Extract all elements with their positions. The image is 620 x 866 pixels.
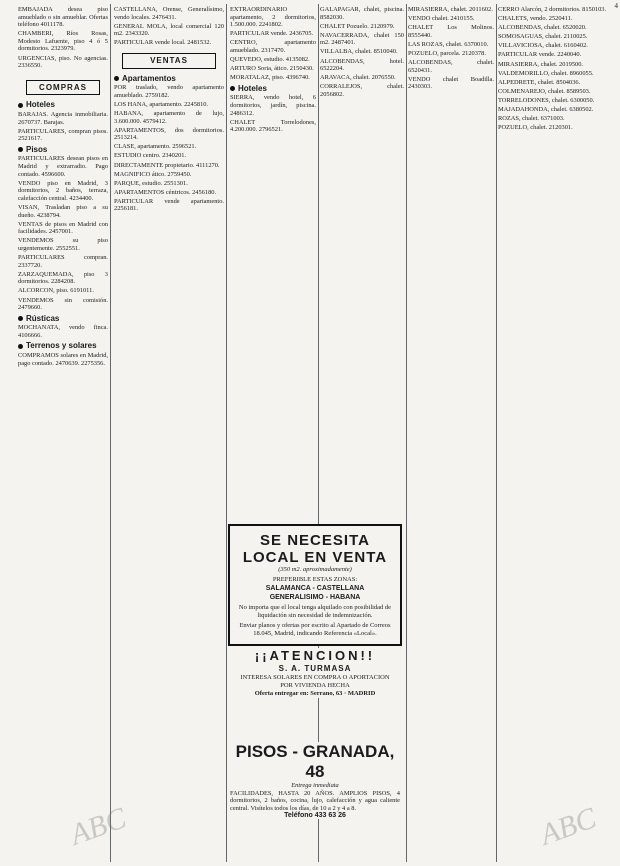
classified-ad: BARAJAS. Agencia inmobiliaria. 2670737. Barajas. <box>18 110 108 126</box>
classified-ad: ARAVACA, chalet. 2076550. <box>320 74 396 82</box>
classified-ad: EXTRAORDINARIO apartamento, 2 dormitorios, 1.500.000. 2241802. <box>230 6 316 29</box>
section-header-ventas: VENTAS <box>122 53 216 69</box>
bullet-icon <box>18 103 23 108</box>
classified-ad: POZUELO, chalet. 2120301. <box>498 124 573 132</box>
ad-company: S. A. TURMASA <box>278 664 352 673</box>
classified-ad: COMPRAMOS solares en Madrid, pago contado. 2470639. 2275356. <box>18 352 108 367</box>
classified-ad: ESTUDIO centro. 2340201. <box>114 152 187 160</box>
watermark-logo: ABC <box>65 801 131 852</box>
classified-ad: ALCORCON, piso. 6191011. <box>18 287 94 295</box>
classified-ad: POZUELO, parcela. 2120378. <box>408 49 486 57</box>
classified-ad: MOCHANATA, vendo finca. 4106666. <box>18 324 108 339</box>
classified-ad: QUEVEDO, estudio. 4135082. <box>230 56 310 64</box>
section-header-compras: COMPRAS <box>26 80 100 96</box>
classified-column-5 <box>408 6 494 862</box>
classified-ad: VILLALBA, chalet. 8510040. <box>320 48 398 56</box>
subsection-apartamentos: Apartamentos <box>114 75 224 83</box>
ad-title: ¡¡ATENCION!! <box>254 648 376 663</box>
classified-ad: ALCOBENDAS, chalet. 6520020. <box>498 24 587 32</box>
classified-ad: PARTICULARES desean pisos en Madrid y extrarradio. Pago contado. 4596600. <box>18 155 108 178</box>
ad-zone: SALAMANCA - CASTELLANA <box>265 585 365 592</box>
ad-sub: Entrega inmediata <box>291 782 339 789</box>
classified-ad: DIRECTAMENTE propietario. 4111270. <box>114 161 220 169</box>
subsection-pisos: Pisos <box>18 146 108 154</box>
subsection-rusticas: Rústicas <box>18 315 108 323</box>
classified-ad: CHALET Los Molinos. 8555440. <box>408 24 494 39</box>
page-marker: 4 <box>614 2 618 10</box>
bullet-icon <box>18 316 23 321</box>
column-rule <box>496 4 497 862</box>
classified-ad: VALDEMORILLO, chalet. 8960055. <box>498 69 594 77</box>
column-rule <box>406 4 407 862</box>
classified-ad: CENTRO, apartamento amueblado. 2317470. <box>230 39 316 54</box>
classified-ad: PARTICULARES compran. 2337720. <box>18 254 108 269</box>
classified-ad: CORRALEJOS, chalet. 2056802. <box>320 83 404 98</box>
classified-ad: GENERAL MOLA, local comercial 120 m2. 2343320. <box>114 22 224 38</box>
classified-ad: CASTELLANA, Orense, Generalísimo, vendo locales. 2476431. <box>114 6 224 21</box>
classified-ad: PARQUE, estudio. 2551301. <box>114 179 188 187</box>
classified-ad: CHAMBERI, Ríos Rosas, Modesto Lafuente, piso 4 ó 5 dormitorios. 2323979. <box>18 30 108 53</box>
ad-area: (350 m2. aproximadamente) <box>278 566 352 573</box>
classified-ad: TORRELODONES, chalet. 6300050. <box>498 96 595 104</box>
classified-ad: VENDEMOS su piso urgentemente. 2552551. <box>18 237 108 252</box>
classified-ad: LAS ROZAS, chalet. 6370010. <box>408 40 489 48</box>
bullet-icon <box>18 147 23 152</box>
column-rule <box>226 4 227 862</box>
bullet-icon <box>114 76 119 81</box>
subsection-terrenos: Terrenos y solares <box>18 342 108 350</box>
classified-ad: ALPEDRETE, chalet. 8504036. <box>498 78 581 86</box>
classified-column-4 <box>320 6 404 518</box>
classified-ad: ROZAS, chalet. 6371003. <box>498 115 565 123</box>
classified-ad: VENDEMOS sin comisión. 2479660. <box>18 296 108 312</box>
ad-zone: GENERALISIMO - HABANA <box>269 594 361 601</box>
classified-ad: PARTICULAR vende. 2436705. <box>230 30 314 38</box>
ad-line: POR VIVIENDA HECHA <box>280 682 350 689</box>
ad-phone: Teléfono 433 63 26 <box>284 812 346 819</box>
classified-ad: ZARZAQUEMADA, piso 3 dormitorios. 2284208. <box>18 270 108 286</box>
classified-ad: GALAPAGAR, chalet, piscina. 8582030. <box>320 6 404 21</box>
ad-preference: PREFERIBLE ESTAS ZONAS: <box>272 576 358 583</box>
classified-ad: APARTAMENTOS céntricos. 2456180. <box>114 188 217 196</box>
ad-headline: SE NECESITA <box>260 532 370 549</box>
classified-ad: VENDO chalet. 2410155. <box>408 15 475 23</box>
classified-column-3 <box>230 6 316 518</box>
classified-ad: POR traslado, vendo apartamento amueblado. 2759182. <box>114 84 224 99</box>
classified-column-6 <box>498 6 614 862</box>
ad-title: PISOS - GRANADA, 48 <box>235 742 395 781</box>
display-ad-turmasa <box>228 648 402 698</box>
watermark-logo: ABC <box>535 801 601 852</box>
display-ad-local <box>228 524 402 646</box>
ad-line: Oferta entregar en: Serrano, 63 · MADRID <box>254 690 376 697</box>
classified-ad: CERRO Alarcón, 2 dormitorios. 8150103. <box>498 6 607 13</box>
classified-ad: COLMENAREJO, chalet. 8589503. <box>498 87 591 95</box>
classified-ad: PARTICULAR vende. 2240040. <box>498 51 582 59</box>
classified-ad: VENDO chalet Boadilla. 2430303. <box>408 75 494 91</box>
ad-headline: LOCAL EN VENTA <box>242 549 388 566</box>
classified-ad: ALCOBENDAS, hotel. 6522204. <box>320 57 404 73</box>
column-rule <box>110 4 111 862</box>
classified-ad: VENDO piso en Madrid, 3 dormitorios, 2 baños, terraza, calefacción central. 4234400. <box>18 179 108 202</box>
bullet-icon <box>18 344 23 349</box>
ad-body: FACILIDADES, HASTA 20 AÑOS. AMPLIOS PISOS, 4 dormitorios, 2 baños, cocina, lujo, calefacción y agua caliente central. Visítelos todos los días, de 10 a 2 y 4 a 8. <box>230 789 400 812</box>
classified-ad: HABANA, apartamento de lujo, 3.600.000. 4579412. <box>114 109 224 125</box>
classified-ad: CLASE, apartamento. 2596521. <box>114 143 197 151</box>
display-ad-pisos <box>228 742 402 819</box>
classified-ad: CHALET Pozuelo. 2120979. <box>320 22 395 30</box>
classified-ad: VILLAVICIOSA, chalet. 6160402. <box>498 42 588 50</box>
classified-ad: EMBAJADA desea piso amueblado o sin amueblar. Ofertas teléfono 4011178. <box>18 6 108 29</box>
ad-note: No importa que el local tenga alquilado con posibilidad de liquidación sin necesidad de indemnización. <box>238 604 392 619</box>
bullet-icon <box>230 86 235 91</box>
classified-ad: ALCOBENDAS, chalet. 6520431. <box>408 59 494 74</box>
classified-ad: MIRASIERRA, chalet. 2011602. <box>408 6 493 13</box>
ad-contact: Enviar planos y ofertas por escrito al Apartado de Correos 18.045, Madrid, indicando Referencia «Local». <box>239 622 391 637</box>
column-rule <box>318 4 319 862</box>
classified-ad: ARTURO Soria, ático. 2150430. <box>230 65 314 73</box>
classified-ad: MAJADAHONDA, chalet. 6380502. <box>498 106 594 114</box>
classified-ad: NAVACERRADA, chalet 150 m2. 2487401. <box>320 31 404 47</box>
classified-ad: CHALETS, vendo. 2520411. <box>498 15 573 23</box>
classified-ad: MORATALAZ, piso. 4396740. <box>230 74 310 82</box>
classified-ad: CHALET Torrelodones, 4.200.000. 2796521. <box>230 118 316 134</box>
classified-ad: PARTICULAR vende local. 2481532. <box>114 39 212 47</box>
classified-ad: SIERRA, vendo hotel, 6 dormitorios, jardín, piscina. 2486312. <box>230 94 316 117</box>
classified-ad: SOMOSAGUAS, chalet. 2110025. <box>498 33 588 41</box>
ad-line: INTERESA SOLARES EN COMPRA O APORTACION <box>240 674 390 681</box>
subsection-hoteles-ventas: Hoteles <box>230 85 316 93</box>
classified-ad: PARTICULARES, compran pisos. 2521617. <box>18 127 108 143</box>
classified-column-1 <box>18 6 108 862</box>
classified-ad: MIRASIERRA, chalet. 2019500. <box>498 60 584 68</box>
classified-ad: VENTAS de pisos en Madrid con facilidades. 2457001. <box>18 220 108 236</box>
classified-ad: LOS HANA, apartamento. 2245810. <box>114 100 209 108</box>
classified-ad: URGENCIAS, piso. No agencias. 2336550. <box>18 54 108 70</box>
classified-ad: MAGNIFICO ático. 2759450. <box>114 170 192 178</box>
classified-ad: VISAN, Trasladan piso a su dueño. 4238794. <box>18 203 108 219</box>
subsection-hoteles: Hoteles <box>18 101 108 109</box>
classified-ad: APARTAMENTOS, dos dormitorios. 2513214. <box>114 126 224 142</box>
classified-column-2 <box>114 6 224 862</box>
classified-ad: PARTICULAR vende apartamento. 2256181. <box>114 197 224 213</box>
